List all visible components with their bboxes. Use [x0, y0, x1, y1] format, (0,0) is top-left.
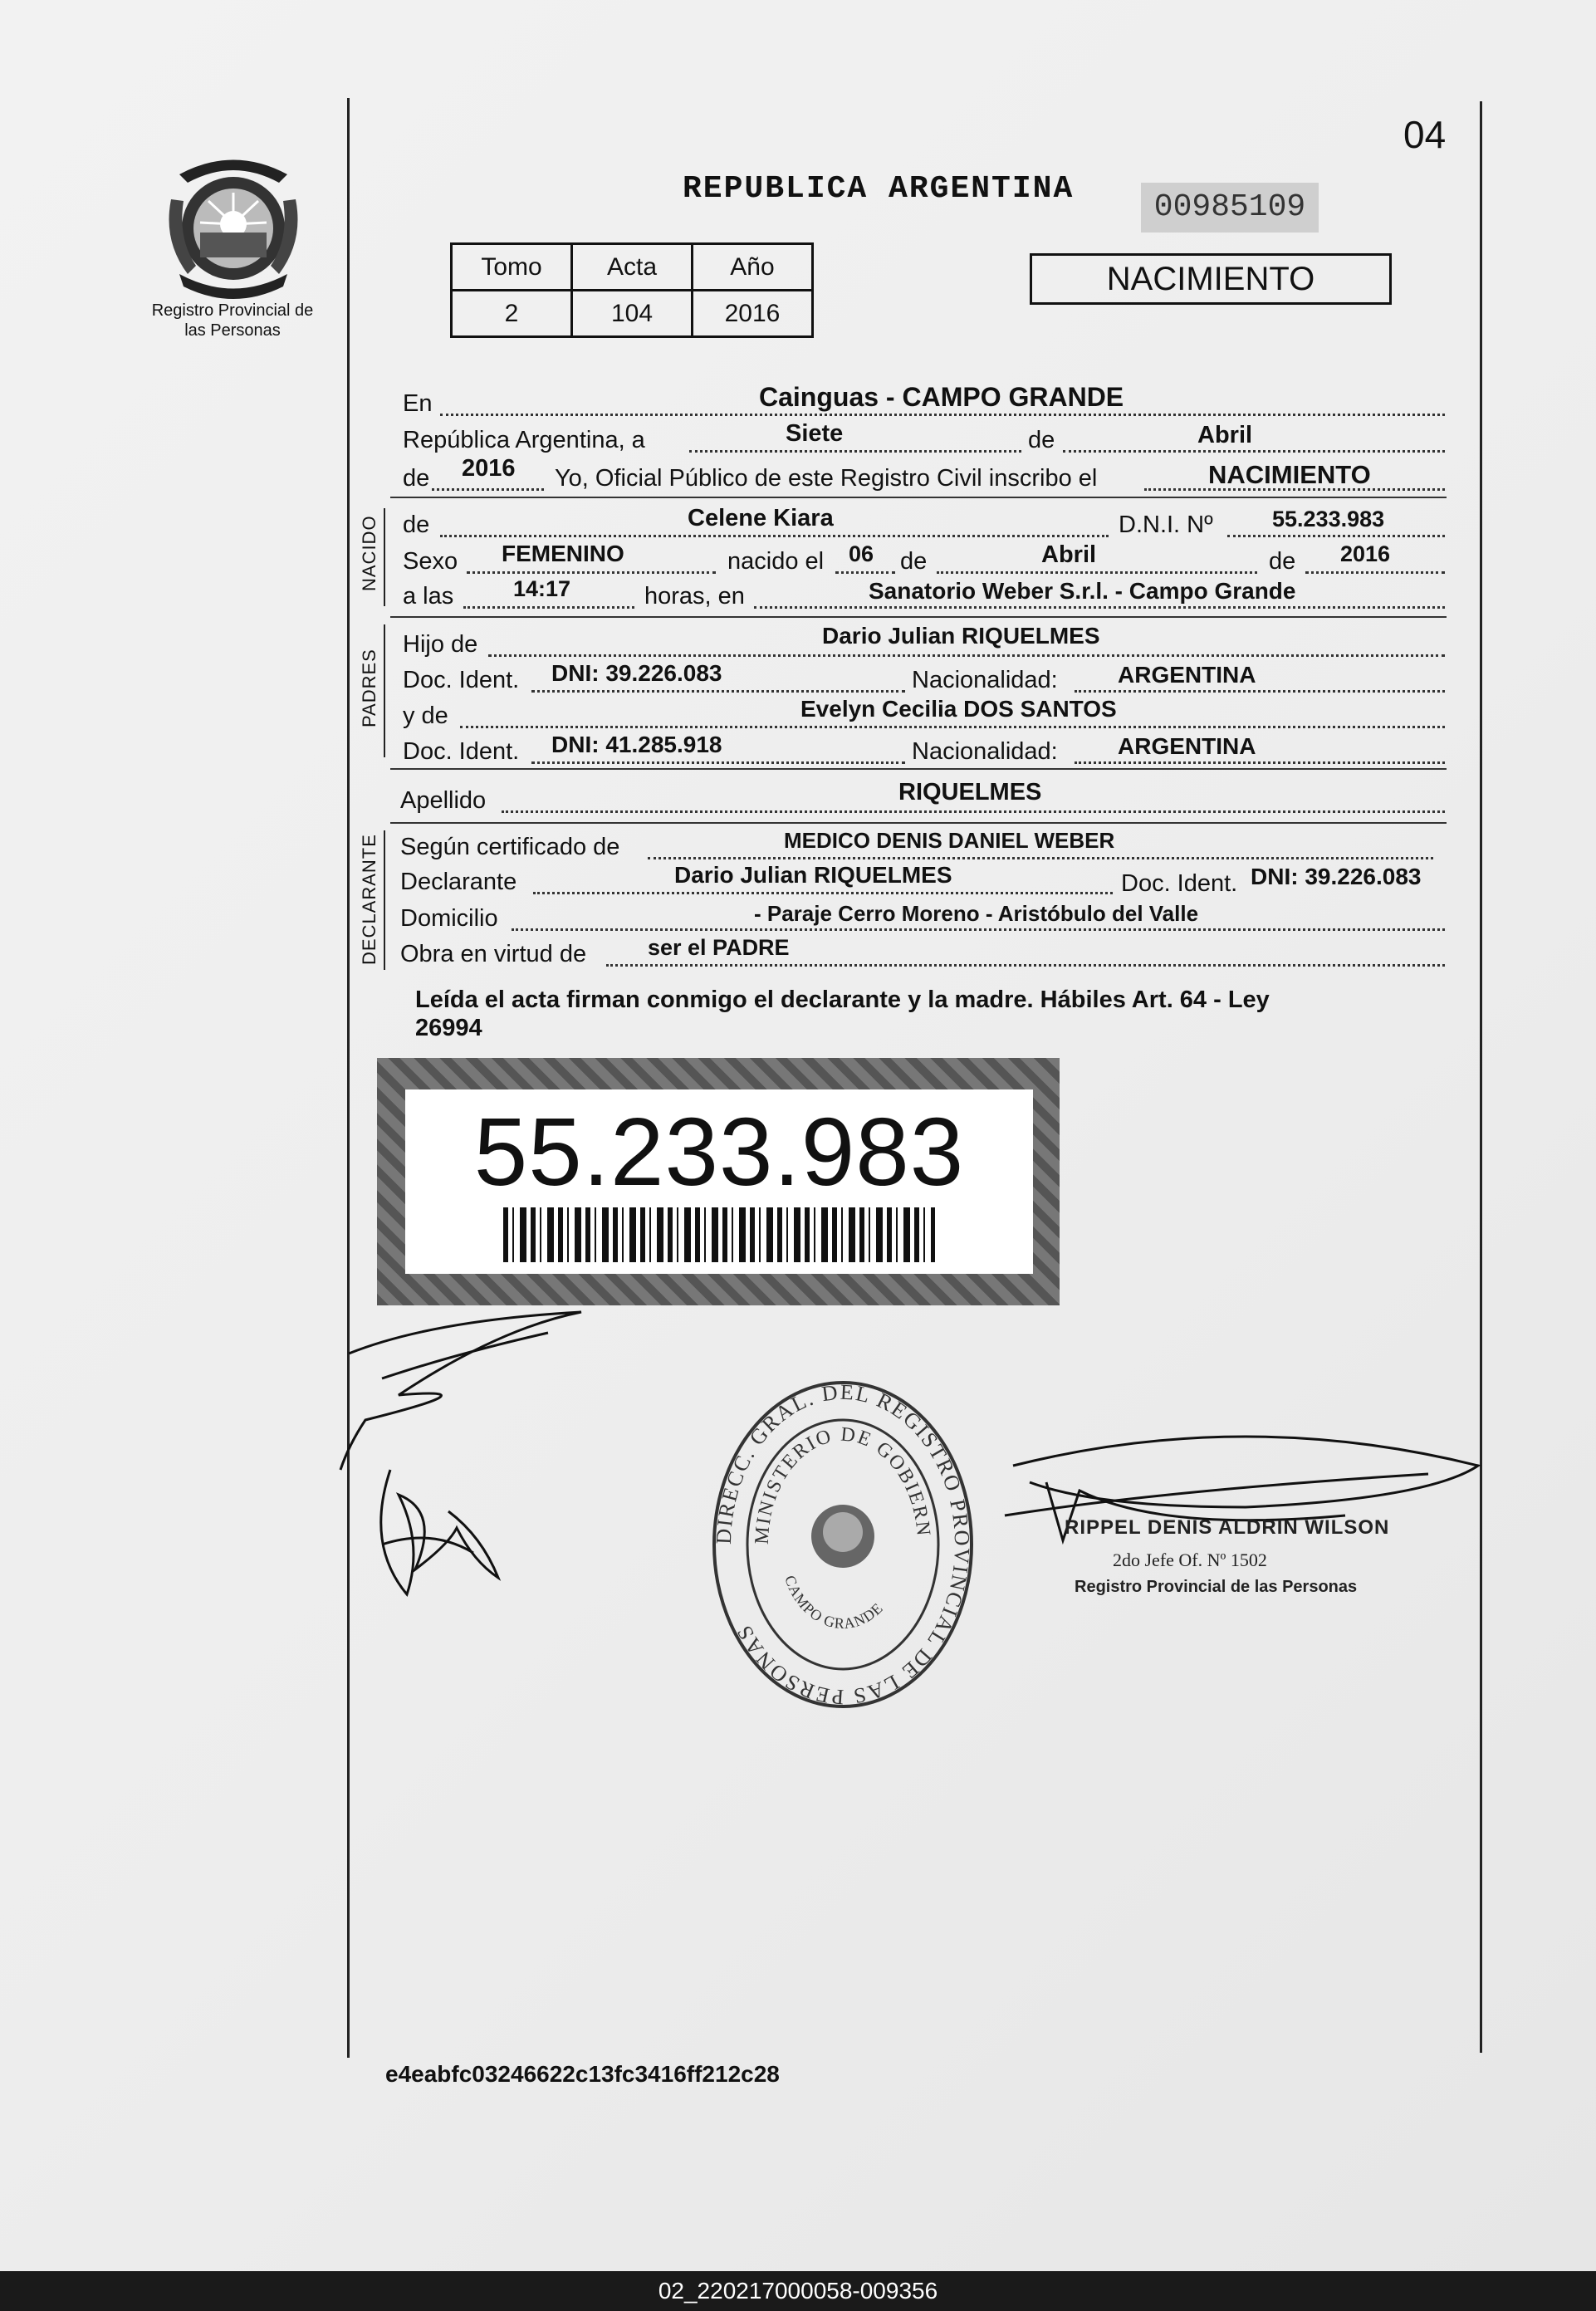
birth-place-value: Sanatorio Weber S.r.l. - Campo Grande: [869, 578, 1296, 604]
day-word-value: Siete: [786, 420, 844, 447]
page-number: 04: [1403, 113, 1447, 156]
country-title: REPUBLICA ARGENTINA: [683, 171, 1075, 207]
birth-year-value: 2016: [1340, 541, 1391, 566]
y-de-label: y de: [403, 703, 448, 729]
right-margin-line: [1480, 101, 1482, 2053]
en-label: En: [403, 390, 433, 417]
cert-value: MEDICO DENIS DANIEL WEBER: [784, 828, 1115, 853]
act-inscribed-value: NACIMIENTO: [1208, 460, 1371, 489]
month-value: Abril: [1197, 422, 1253, 448]
official-name: RIPPEL DENIS ALDRIN WILSON: [1065, 1516, 1390, 1539]
republica-label: República Argentina, a: [403, 427, 645, 453]
official-title: 2do Jefe Of. Nº 1502: [1113, 1550, 1267, 1570]
volume-table: [450, 242, 814, 338]
barcode: [503, 1207, 935, 1262]
sexo-label: Sexo: [403, 548, 458, 575]
dni-sticker: [377, 1058, 1060, 1305]
svg-text:CAMPO GRANDE: [781, 1573, 886, 1632]
act-type-box: NACIMIENTO: [1030, 253, 1392, 305]
declarante-name-value: Dario Julian RIQUELMES: [674, 862, 952, 888]
anio-value: 2016: [693, 291, 813, 337]
signature-declarante: [332, 1295, 598, 1611]
mother-nat-label: Nacionalidad:: [912, 738, 1058, 765]
document-hash: e4eabfc03246622c13fc3416ff212c28: [385, 2061, 780, 2087]
anio-header: Año: [693, 244, 813, 291]
father-nat-label: Nacionalidad:: [912, 667, 1058, 693]
nacido-el-label: nacido el: [727, 548, 825, 575]
domicilio-value: - Paraje Cerro Moreno - Aristóbulo del Valle: [754, 901, 1199, 926]
misiones-emblem: [163, 149, 304, 299]
mother-doc-value: DNI: 41.285.918: [551, 732, 722, 757]
registry-caption: Registro Provincial de las Personas: [151, 301, 314, 340]
mother-doc-label: Doc. Ident.: [403, 738, 520, 765]
dni-sticker-number: 55.233.983: [473, 1098, 965, 1206]
year-value: 2016: [462, 455, 516, 482]
child-name-value: Celene Kiara: [688, 505, 834, 531]
closing-line-1: Leída el acta firman conmigo el declarante y la madre. Hábiles Art. 64 - Ley: [415, 987, 1270, 1013]
apellido-label: Apellido: [400, 787, 487, 814]
domicilio-label: Domicilio: [400, 905, 498, 932]
dni-label: D.N.I. Nº: [1119, 512, 1213, 538]
padres-section-label: PADRES: [359, 649, 379, 727]
birth-month-value: Abril: [1041, 541, 1097, 568]
child-dni-value: 55.233.983: [1272, 507, 1385, 531]
father-doc-label: Doc. Ident.: [403, 667, 520, 693]
stamp-inner-text: MINISTERIO DE GOBIERN: [751, 1423, 934, 1545]
nacido-de-label: de: [403, 512, 430, 538]
father-doc-value: DNI: 39.226.083: [551, 660, 722, 686]
horas-label: horas, en: [644, 583, 745, 610]
de-label: de: [1028, 427, 1055, 453]
mother-name-value: Evelyn Cecilia DOS SANTOS: [800, 696, 1117, 722]
declarante-section-label: DECLARANTE: [359, 834, 379, 965]
closing-line-2: 26994: [415, 1015, 482, 1041]
apellido-value: RIQUELMES: [898, 779, 1042, 805]
nacido-de3-label: de: [1269, 548, 1296, 575]
declarante-doc-value: DNI: 39.226.083: [1251, 864, 1422, 889]
stamp-outer-text: DIRECC. GRAL. DEL REGISTRO PROVINCIAL DE LAS PERSONAS: [711, 1379, 975, 1710]
acta-value: 104: [572, 291, 693, 337]
tomo-value: 2: [452, 291, 572, 337]
place-value: Cainguas - CAMPO GRANDE: [759, 382, 1124, 412]
stamp-bottom-text: CAMPO GRANDE: [781, 1573, 887, 1633]
mother-nat-value: ARGENTINA: [1118, 733, 1256, 759]
a-las-label: a las: [403, 583, 454, 610]
declarante-doc-label: Doc. Ident.: [1121, 870, 1238, 897]
acta-header: Acta: [572, 244, 693, 291]
serial-number: 00985109: [1141, 183, 1319, 233]
obra-value: ser el PADRE: [648, 935, 790, 960]
left-margin-line: [347, 98, 350, 2058]
nacido-de2-label: de: [900, 548, 928, 575]
footer-code: 02_220217000058-009356: [658, 2278, 938, 2304]
nacido-section-label: NACIDO: [359, 515, 379, 591]
official-stamp: [706, 1378, 980, 1711]
yo-text: Yo, Oficial Público de este Registro Civil inscribo el: [555, 465, 1098, 492]
de-year-label: de: [403, 465, 430, 492]
obra-label: Obra en virtud de: [400, 941, 587, 967]
birth-day-value: 06: [849, 541, 874, 566]
father-name-value: Dario Julian RIQUELMES: [822, 623, 1100, 649]
hijo-de-label: Hijo de: [403, 631, 478, 658]
official-registry: Registro Provincial de las Personas: [1075, 1578, 1358, 1596]
declarante-label: Declarante: [400, 869, 517, 895]
father-nat-value: ARGENTINA: [1118, 662, 1256, 688]
cert-label: Según certificado de: [400, 834, 620, 860]
birth-hour-value: 14:17: [513, 576, 571, 601]
tomo-header: Tomo: [452, 244, 572, 291]
sexo-value: FEMENINO: [502, 541, 624, 566]
